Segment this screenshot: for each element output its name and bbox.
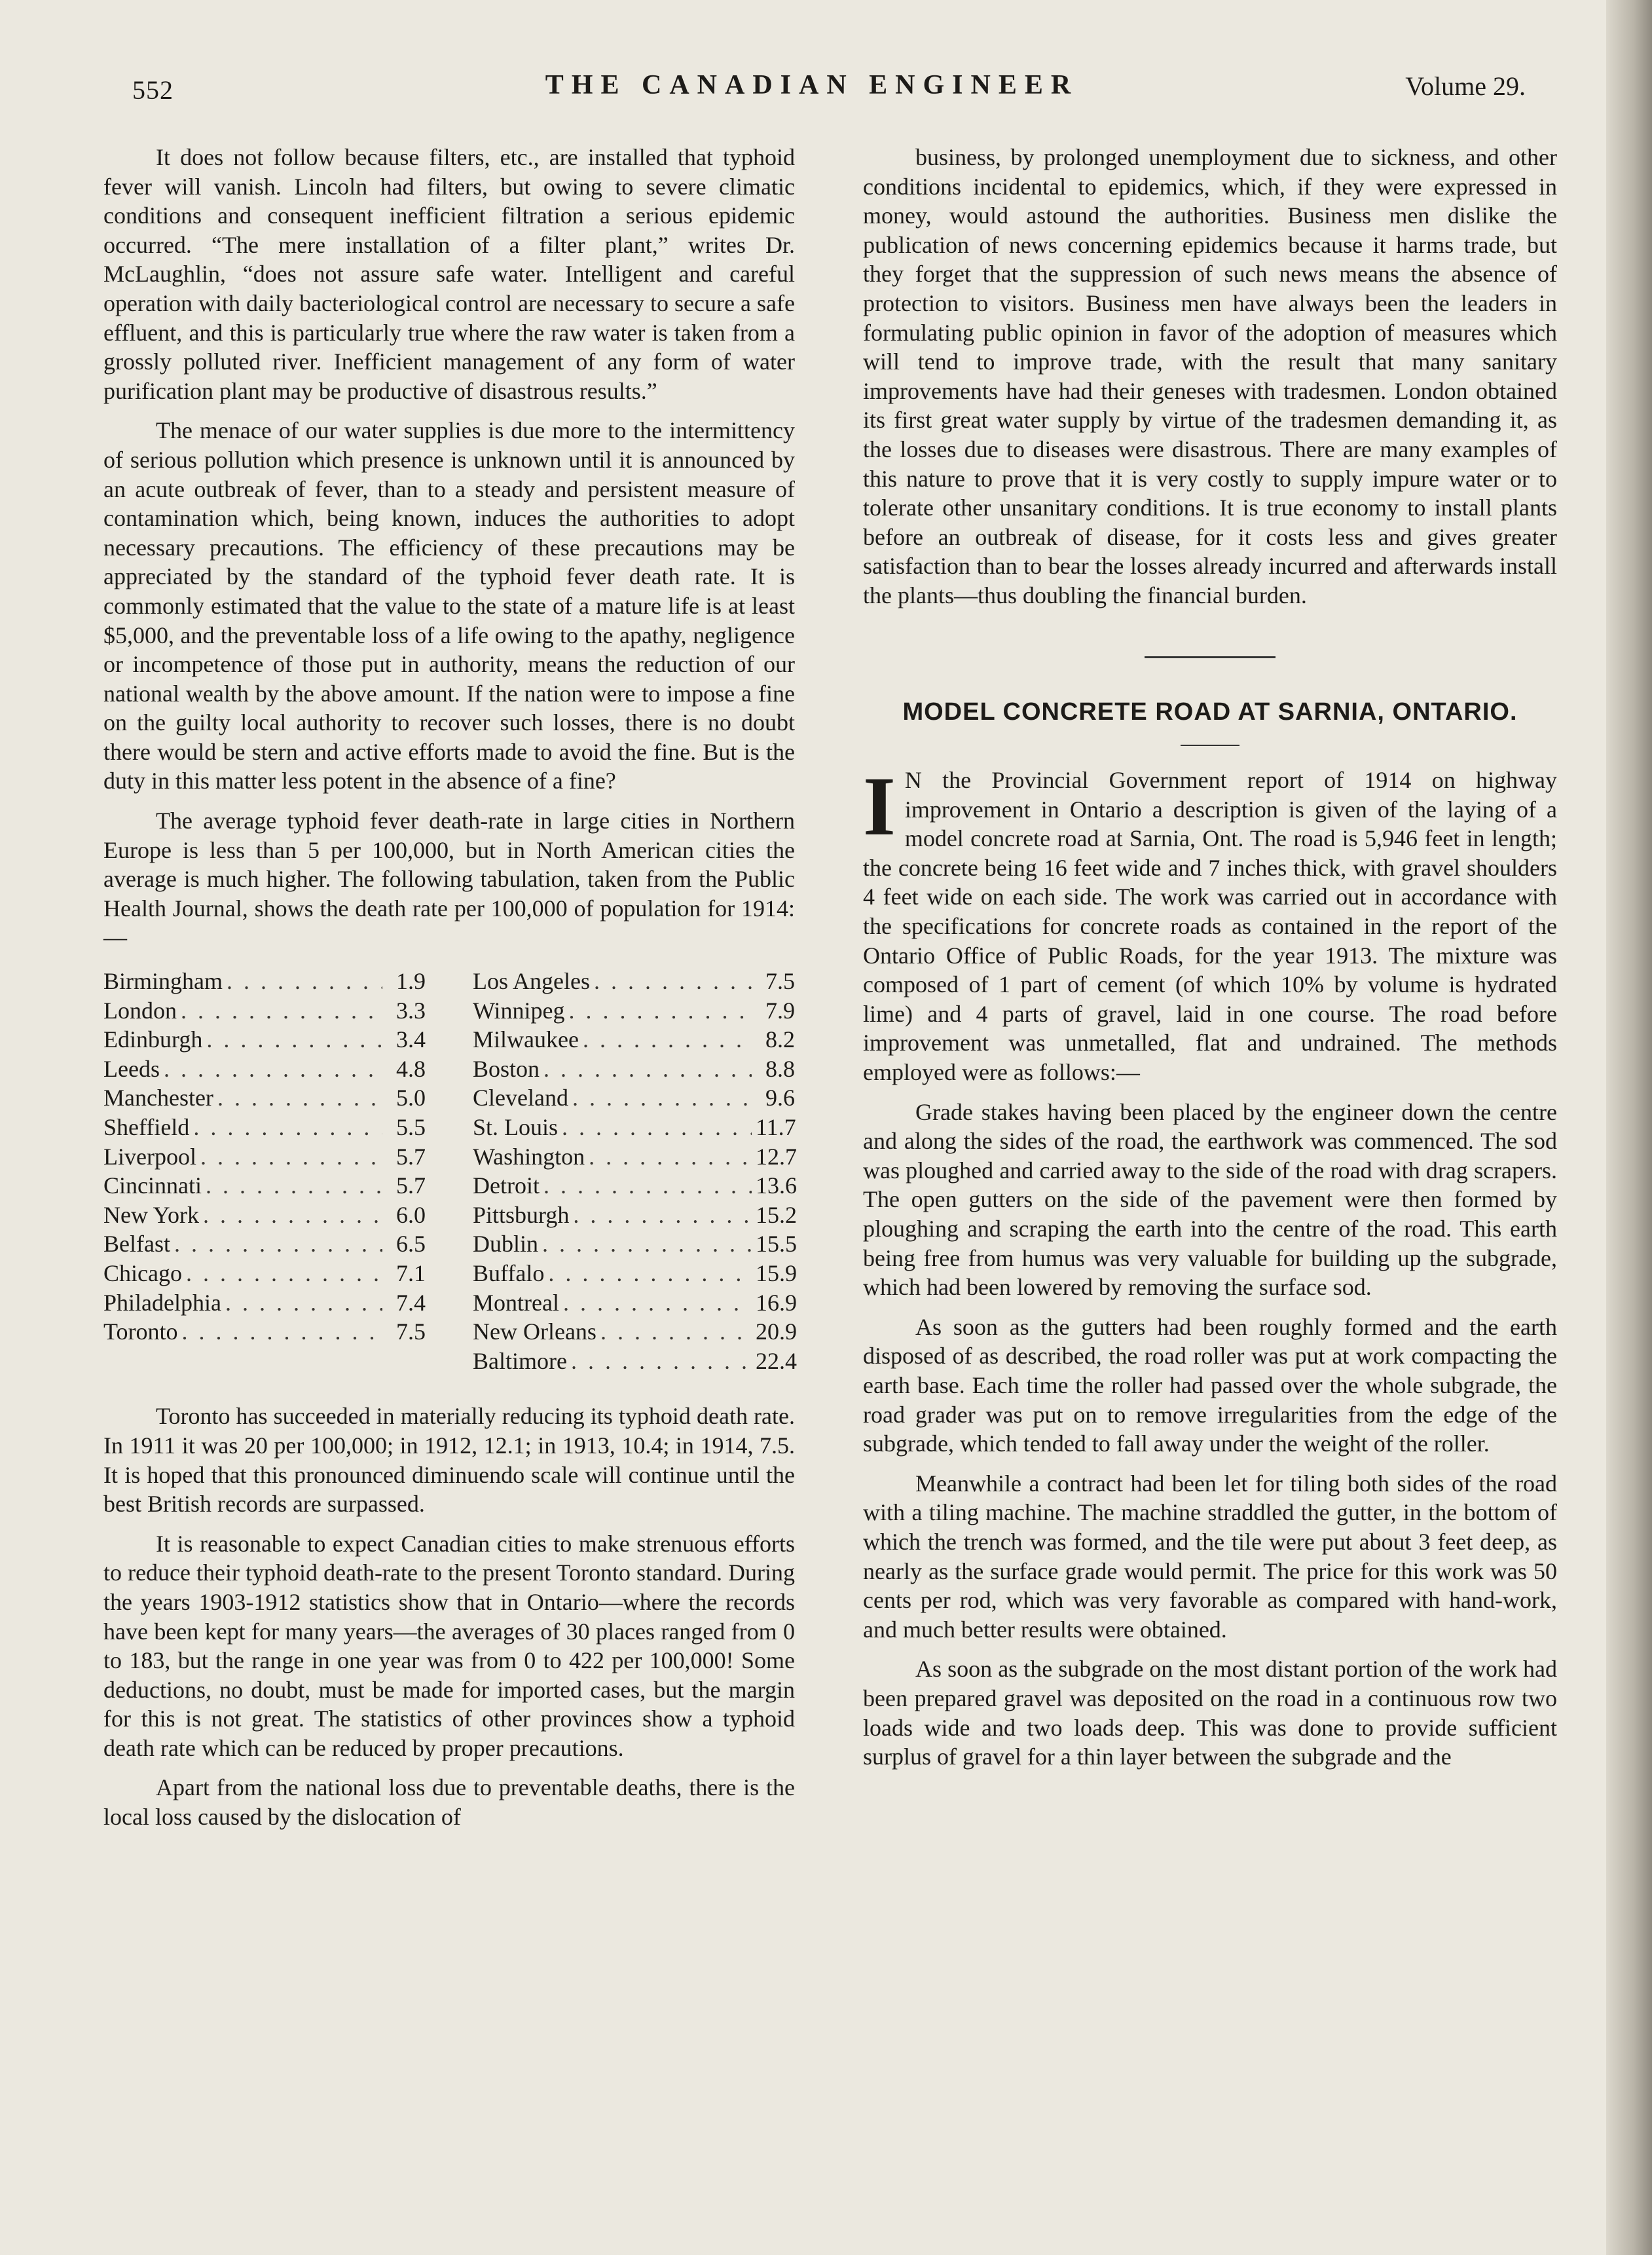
paragraph: N the Provincial Government report of 1914 on highway improvement in Ontario a description is given of the laying of a model concrete road at Sarnia, Ont. The road is 5,946 feet in length; the concrete being 16 feet wide and 7 inches thick, with gravel shoulders 4 feet wide on each side. The work was carried out in accordance with the specifications for concrete roads as contained in the report of the Ontario Office of Public Roads, for the year 1913. The mixture was composed of 1 part of cement (of which 10% by volume is hydrated lime) and 4 parts of gravel, laid in one course. The road before improvement was unmetalled, flat and undrained. The methods employed were as follows:— bbox=[863, 767, 1557, 1086]
page-number: 552 bbox=[132, 75, 174, 105]
left-column bbox=[103, 143, 795, 1842]
city-name: New York bbox=[103, 1201, 200, 1228]
dot-leader bbox=[206, 1025, 382, 1054]
table-row bbox=[103, 1025, 426, 1054]
dot-leader bbox=[571, 1347, 752, 1376]
table-row bbox=[103, 1201, 426, 1230]
table-row bbox=[473, 1288, 795, 1318]
city-name: Birmingham bbox=[103, 968, 223, 995]
dot-leader bbox=[542, 1229, 752, 1259]
table-row bbox=[103, 967, 426, 996]
table-row bbox=[103, 1054, 426, 1084]
city-name: Winnipeg bbox=[473, 997, 565, 1024]
table-row bbox=[103, 1317, 426, 1347]
dot-leader bbox=[543, 1171, 752, 1201]
table-row bbox=[473, 1142, 795, 1172]
table-row bbox=[103, 1229, 426, 1259]
page-edge-shadow bbox=[1606, 0, 1652, 2255]
death-rate-value: 5.0 bbox=[396, 1085, 426, 1111]
table-row bbox=[103, 996, 426, 1026]
death-rate-value: 15.9 bbox=[756, 1259, 797, 1286]
city-name: Sheffield bbox=[103, 1114, 190, 1140]
death-rate-value: 1.9 bbox=[396, 968, 426, 995]
dot-leader bbox=[200, 1142, 382, 1172]
table-row bbox=[473, 1201, 795, 1230]
dot-leader bbox=[600, 1317, 752, 1347]
city-name: Leeds bbox=[103, 1055, 160, 1082]
table-row bbox=[103, 1288, 426, 1318]
right-column bbox=[863, 143, 1557, 1782]
dot-leader bbox=[181, 996, 382, 1026]
death-rate-value: 5.7 bbox=[396, 1143, 426, 1170]
page-header bbox=[98, 65, 1526, 111]
table-row bbox=[473, 1259, 795, 1288]
table-row bbox=[103, 1142, 426, 1172]
paragraph: Toronto has succeeded in materially reducing its typhoid death rate. In 1911 it was 20 per 100,000; in 1912, 12.1; in 1913, 10.4; in 1914, 7.5. It is hoped that this pronounced diminuendo scale will continue until the best British records are surpassed. bbox=[103, 1403, 795, 1518]
dot-leader bbox=[563, 1288, 752, 1318]
death-rate-value: 6.5 bbox=[396, 1231, 426, 1258]
table-row bbox=[473, 1229, 795, 1259]
journal-title: THE CANADIAN ENGINEER bbox=[545, 70, 1079, 100]
table-row bbox=[103, 1113, 426, 1142]
dot-leader bbox=[543, 1054, 752, 1084]
death-rate-value: 5.5 bbox=[396, 1114, 426, 1140]
table-row bbox=[473, 1025, 795, 1054]
dot-leader bbox=[573, 1201, 752, 1230]
dot-leader bbox=[589, 1142, 752, 1172]
title-underline bbox=[1181, 745, 1239, 746]
city-name: Montreal bbox=[473, 1289, 559, 1316]
city-name: Dublin bbox=[473, 1231, 539, 1258]
city-name: Liverpool bbox=[103, 1143, 196, 1170]
death-rate-value: 7.1 bbox=[396, 1259, 426, 1286]
death-rate-value: 16.9 bbox=[756, 1289, 797, 1316]
death-rate-value: 15.5 bbox=[756, 1231, 797, 1258]
dot-leader bbox=[583, 1025, 752, 1054]
city-name: Washington bbox=[473, 1143, 585, 1170]
death-rate-value: 7.4 bbox=[396, 1289, 426, 1316]
city-name: Cincinnati bbox=[103, 1172, 202, 1199]
paragraph: It does not follow because filters, etc., are installed that typhoid fever will vanish. Lincoln had filters, but owing to severe climatic conditions and consequent inefficient filtration a serious epidemic occurred. “The mere installation of a filter plant,” writes Dr. McLaughlin, “does not assure safe water. Intelligent and careful operation with daily bacteriological control are necessary to secure a safe effluent, and this is particularly true where the raw water is taken from a grossly polluted river. Inefficient management of any form of water purification plant may be productive of disastrous results.” bbox=[103, 144, 795, 404]
dot-leader bbox=[206, 1171, 382, 1201]
death-rate-value: 13.6 bbox=[756, 1172, 797, 1199]
death-rate-value: 12.7 bbox=[756, 1143, 797, 1170]
paragraph: The average typhoid fever death-rate in large cities in Northern Europe is less than 5 per 100,000, but in North American cities the average is much higher. The following tabulation, taken from the Public Health Journal, shows the death rate per 100,000 of population for 1914:— bbox=[103, 808, 795, 951]
paragraph: It is reasonable to expect Canadian cities to make strenuous efforts to reduce their typhoid death-rate to the present Toronto standard. During the years 1903-1912 statistics show that in Ontario—where the records have been kept for many years—the averages of 30 places ranged from 0 to 183, but the range in one year was from 0 to 422 per 100,000! Some deductions, no doubt, must be made for imported cases, but the margin for this is not great. The statistics of other provinces show a typhoid death rate which can be reduced by proper precautions. bbox=[103, 1530, 795, 1761]
dot-leader bbox=[594, 967, 752, 996]
death-rate-value: 3.3 bbox=[396, 997, 426, 1024]
dot-leader bbox=[569, 996, 752, 1026]
death-rate-value: 6.0 bbox=[396, 1201, 426, 1228]
city-name: Manchester bbox=[103, 1085, 213, 1111]
table-row bbox=[473, 967, 795, 996]
death-rate-value: 7.5 bbox=[765, 968, 795, 995]
volume-label: Volume 29. bbox=[1405, 71, 1526, 101]
article-intro bbox=[863, 760, 1557, 1087]
death-rate-value: 8.8 bbox=[765, 1055, 795, 1082]
death-rate-value: 9.6 bbox=[765, 1085, 795, 1111]
section-divider bbox=[1145, 656, 1276, 658]
death-rate-value: 7.5 bbox=[396, 1318, 426, 1345]
city-name: London bbox=[103, 997, 177, 1024]
dot-leader bbox=[548, 1259, 752, 1288]
city-name: Milwaukee bbox=[473, 1026, 579, 1053]
dot-leader bbox=[203, 1201, 382, 1230]
city-name: Cleveland bbox=[473, 1085, 568, 1111]
dot-leader bbox=[572, 1083, 752, 1113]
dot-leader bbox=[181, 1317, 382, 1347]
paragraph: Grade stakes having been placed by the engineer down the centre and along the sides of the road, the earthwork was commenced. The sod was ploughed and carried away to the side of the road with drag scrapers. The open gutters on the side of the pavement were then formed by ploughing and scraping the earth into the centre of the road. This earth being free from humus was very valuable for building up the subgrade, which had been lowered by removing the surface sod. bbox=[863, 1098, 1557, 1301]
death-rate-value: 22.4 bbox=[756, 1347, 797, 1374]
table-row bbox=[473, 1054, 795, 1084]
death-rate-value: 15.2 bbox=[756, 1201, 797, 1228]
table-row bbox=[473, 1317, 795, 1347]
dot-leader bbox=[164, 1054, 382, 1084]
death-rate-value: 4.8 bbox=[396, 1055, 426, 1082]
death-rate-value: 11.7 bbox=[756, 1114, 796, 1140]
death-rate-value: 5.7 bbox=[396, 1172, 426, 1199]
city-name: Belfast bbox=[103, 1231, 170, 1258]
dot-leader bbox=[562, 1113, 752, 1142]
death-rate-value: 7.9 bbox=[765, 997, 795, 1024]
article-title: MODEL CONCRETE ROAD AT SARNIA, ONTARIO. bbox=[902, 698, 1518, 726]
table-row bbox=[473, 1083, 795, 1113]
dot-leader bbox=[217, 1083, 382, 1113]
paragraph: As soon as the subgrade on the most distant portion of the work had been prepared gravel was deposited on the road in a continuous row two loads wide and two loads deep. This was done to provide sufficient surplus of gravel for a thin layer between the subgrade and the bbox=[863, 1656, 1557, 1770]
dot-leader bbox=[227, 967, 382, 996]
death-rate-value: 3.4 bbox=[396, 1026, 426, 1053]
city-name: Detroit bbox=[473, 1172, 540, 1199]
dot-leader bbox=[193, 1113, 382, 1142]
table-row bbox=[473, 1347, 795, 1376]
city-name: Chicago bbox=[103, 1259, 182, 1286]
city-name: Edinburgh bbox=[103, 1026, 203, 1053]
table-row bbox=[103, 1083, 426, 1113]
paragraph: Meanwhile a contract had been let for tiling both sides of the road with a tiling machine. The machine straddled the gutter, in the bottom of which the trench was formed, and the tile were put about 3 feet deep, as nearly as the surface grade would permit. The price for this work was 50 cents per rod, which was very favorable as compared with hand-work, and much better results were obtained. bbox=[863, 1470, 1557, 1643]
city-name: St. Louis bbox=[473, 1114, 559, 1140]
paragraph: As soon as the gutters had been roughly formed and the earth disposed of as described, the road roller was put at work compacting the earth base. Each time the roller had passed over the whole subgrade, the road grader was put on to remove irregularities from the edge of the subgrade, which tended to fall away under the weight of the roller. bbox=[863, 1313, 1557, 1457]
paragraph: business, by prolonged unemployment due to sickness, and other conditions incidental to epidemics, which, if they were expressed in money, would astound the authorities. Business men dislike the publication of news concerning epidemics because it harms trade, but they forget that the suppression of such news means the absence of protection to visitors. Business men have always been the leaders in formulating public opinion in favor of the adoption of measures which will tend to improve trade, with the result that many sanitary improvements have had their geneses with tradesmen. London obtained its first great water supply by virtue of the tradesmen demanding it, as the losses due to diseases were disastrous. There are many examples of this nature to prove that it is very costly to supply impure water or to tolerate other unsanitary conditions. It is true economy to install plants before an outbreak of disease, for it costs less and gives greater satisfaction than to bear the losses already incurred and afterwards install the plants—thus doubling the financial burden. bbox=[863, 144, 1557, 608]
city-name: Buffalo bbox=[473, 1259, 545, 1286]
drop-cap: I bbox=[863, 760, 896, 853]
city-name: Philadelphia bbox=[103, 1289, 221, 1316]
city-name: New Orleans bbox=[473, 1318, 597, 1345]
city-name: Toronto bbox=[103, 1318, 178, 1345]
death-rate-table-right bbox=[473, 967, 795, 1375]
city-name: Baltimore bbox=[473, 1347, 567, 1374]
death-rate-value: 8.2 bbox=[765, 1026, 795, 1053]
city-name: Pittsburgh bbox=[473, 1201, 570, 1228]
table-row bbox=[473, 1113, 795, 1142]
death-rate-table bbox=[103, 967, 795, 1375]
city-name: Boston bbox=[473, 1055, 540, 1082]
death-rate-table-left bbox=[103, 967, 426, 1375]
city-name: Los Angeles bbox=[473, 968, 590, 995]
paragraph: The menace of our water supplies is due more to the intermittency of serious pollution which presence is unknown until it is announced by an acute outbreak of fever, than to a steady and persistent measure of contamination which, being known, induces the authorities to adopt necessary precautions. The efficiency of these precautions may be appreciated by the standard of the typhoid fever death rate. It is commonly estimated that the value to the state of a mature life is at least $5,000, and the preventable loss of a life owing to the apathy, negligence or incompetence of those put in authority, means the reduction of our national wealth by the above amount. If the nation were to impose a fine on the guilty local authority to recover such losses, there is no doubt there would be stern and active efforts made to avoid the fine. But is the duty in this matter less potent in the absence of a fine? bbox=[103, 417, 795, 794]
table-row bbox=[473, 996, 795, 1026]
dot-leader bbox=[174, 1229, 382, 1259]
table-row bbox=[103, 1171, 426, 1201]
dot-leader bbox=[225, 1288, 382, 1318]
dot-leader bbox=[186, 1259, 382, 1288]
death-rate-value: 20.9 bbox=[756, 1318, 797, 1345]
table-row bbox=[103, 1259, 426, 1288]
table-row bbox=[473, 1171, 795, 1201]
paragraph: Apart from the national loss due to preventable deaths, there is the local loss caused by the dislocation of bbox=[103, 1774, 795, 1831]
